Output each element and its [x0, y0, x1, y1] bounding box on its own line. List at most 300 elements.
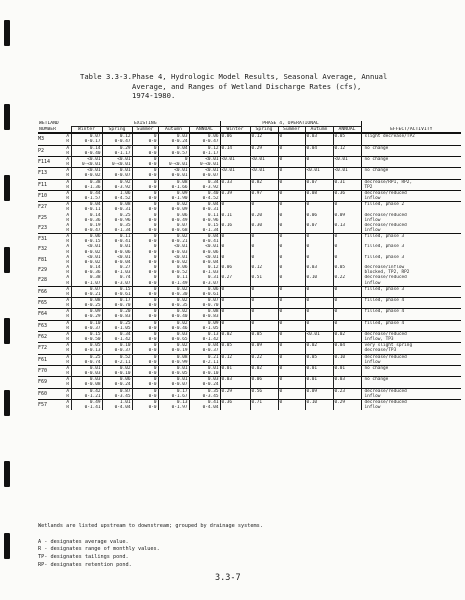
effect-activity [361, 145, 461, 156]
existing-average-value: 0.15 [71, 331, 102, 337]
existing-average-value: 0.01 [102, 244, 132, 249]
average-marker: A [66, 134, 70, 140]
p4-winter-value: 0 [220, 320, 250, 331]
p4-annual-value: 0.09 [333, 213, 361, 223]
p4-winter-value: 0.39 [220, 190, 250, 201]
existing-average-value: 0.19 [71, 223, 102, 228]
p4-autumn-value: 0 [305, 156, 333, 167]
effect-line: inflow [364, 404, 381, 410]
p4-summer-value: 0 [278, 168, 305, 179]
existing-average-value: 0 [132, 202, 158, 208]
existing-average-value: 0.02 [158, 320, 189, 326]
existing-average-value: <0.01 [158, 168, 189, 174]
existing-average-value: 0.02 [158, 309, 189, 315]
existing-range-value: 0-0.41 [102, 239, 132, 244]
note-line: A - designates average value. [38, 538, 129, 545]
effect-line: filled, phase 3 [364, 254, 405, 260]
p4-winter-value: 0.27 [220, 275, 250, 286]
p4-spring-value: 0 [250, 255, 278, 265]
existing-range-value: 0-0.70 [189, 303, 220, 309]
p4-annual-value: 0.12 [333, 145, 361, 156]
p4-spring-value: 0.30 [250, 223, 278, 234]
existing-average-value: 0 [132, 399, 158, 405]
existing-range-value: 0-0.03 [158, 250, 189, 255]
range-marker: R [66, 393, 70, 399]
effect-line: decrease/reduced [364, 212, 407, 218]
existing-range-value: 0-3.92 [189, 185, 220, 191]
p4-annual-value: 0.29 [333, 399, 361, 410]
p4-spring-value: 0 [250, 286, 278, 297]
wetland-number: F27 [38, 202, 65, 213]
p4-autumn-value: 0.08 [305, 190, 333, 201]
existing-range-value: 0-0.01 [158, 173, 189, 179]
average-marker: A [66, 168, 70, 174]
existing-range-value: 0-0 [132, 139, 158, 145]
range-marker: R [66, 280, 70, 286]
existing-range-value: 0-0.02 [71, 250, 102, 255]
phase4-summer-header: Summer [278, 127, 305, 134]
existing-average-value: 0.06 [189, 133, 220, 139]
existing-range-value: 0-0.29 [71, 314, 102, 320]
existing-average-value: 0.02 [158, 343, 189, 349]
phase4-autumn-header: Autumn [305, 127, 333, 134]
existing-average-value: 0.52 [102, 354, 132, 360]
existing-range-value: 0-0.25 [71, 303, 102, 309]
p4-winter-value: 0.12 [220, 354, 250, 365]
existing-autumn-header: Autumn [158, 127, 189, 134]
average-marker: A [66, 354, 70, 360]
existing-average-value: 0.05 [71, 343, 102, 349]
p4-spring-value: 0.06 [250, 377, 278, 388]
number-header: NUMBER [38, 127, 65, 134]
average-marker: A [66, 234, 70, 240]
p4-autumn-value: 0 [305, 286, 333, 297]
range-marker: R [66, 325, 70, 331]
p4-spring-value: 0.71 [250, 399, 278, 410]
existing-average-value: 1.01 [102, 399, 132, 405]
p4-autumn-value: 0.04 [305, 145, 333, 156]
existing-range-value: 0-0 [132, 162, 158, 168]
average-marker: A [66, 388, 70, 394]
p4-winter-value: 0.06 [220, 265, 250, 275]
p4-annual-value: 0.13 [333, 223, 361, 234]
p4-summer-value: 0 [278, 343, 305, 354]
existing-average-value: 0.25 [102, 320, 132, 326]
discharge-table-area [38, 121, 461, 410]
existing-range-value: 0-0 [132, 173, 158, 179]
existing-range-value: 0-0.83 [102, 314, 132, 320]
existing-range-value: 0-<0.01 [71, 162, 102, 168]
existing-range-value: 0-4.04 [102, 405, 132, 410]
p4-annual-value: 0 [333, 309, 361, 320]
existing-average-value: 0.03 [71, 377, 102, 383]
effect-activity [361, 255, 461, 265]
wetland-number: F64 [38, 309, 65, 320]
existing-range-value: 0-0.02 [158, 260, 189, 265]
p4-spring-value: 0.09 [250, 343, 278, 354]
existing-range-value: 0-0.24 [189, 382, 220, 388]
effect-line: filled, phase 2 [364, 202, 405, 208]
table-title-line: Average, and Ranges of Wetland Discharge Rates (cfs), [132, 81, 362, 91]
p4-autumn-value: 0.10 [305, 275, 333, 286]
existing-average-value: 0.21 [189, 354, 220, 360]
existing-annual-header: ANNUAL [189, 127, 220, 134]
range-marker: R [66, 249, 70, 255]
existing-average-value: 0.07 [71, 286, 102, 292]
p4-summer-value: 0 [278, 388, 305, 399]
wetland-number: F11 [38, 179, 65, 190]
existing-average-value: 0.04 [189, 202, 220, 208]
p4-spring-value: 0.12 [250, 265, 278, 275]
existing-average-value: 0.02 [158, 298, 189, 304]
existing-range-value: 0-0 [132, 360, 158, 366]
p4-summer-value: 0 [278, 298, 305, 309]
existing-range-value: 0-0 [132, 250, 158, 255]
existing-range-value: 0-0 [132, 326, 158, 332]
existing-range-value: 0-0.09 [158, 207, 189, 212]
effect-line: very slight spring [364, 343, 413, 349]
existing-range-value: 0-0.30 [158, 292, 189, 298]
phase4-header: PHASE 4, OPERATIONAL [220, 121, 361, 127]
existing-average-value: 0.17 [158, 388, 189, 394]
p4-annual-value: <0.01 [333, 156, 361, 167]
existing-range-value: 0-1.05 [102, 326, 132, 332]
existing-range-value: 0-0 [132, 239, 158, 244]
existing-average-value: 0.01 [158, 365, 189, 371]
p4-summer-value: 0 [278, 265, 305, 275]
p4-annual-value: 0.31 [333, 179, 361, 190]
existing-range-value: 0-0.57 [158, 151, 189, 157]
existing-average-value: 1.06 [102, 190, 132, 196]
existing-average-value: 0.29 [102, 145, 132, 151]
effect-activity [361, 377, 461, 388]
wetland-header: WETLAND [39, 121, 59, 126]
effect-activity [361, 286, 461, 297]
p4-autumn-value: 0 [305, 320, 333, 331]
p4-annual-value: 0 [333, 234, 361, 245]
existing-average-value: 0 [132, 320, 158, 326]
p4-annual-value: 0.23 [333, 388, 361, 399]
p4-summer-value: 0 [278, 275, 305, 286]
existing-average-value: 0.01 [158, 377, 189, 383]
existing-average-value: 0.12 [189, 145, 220, 151]
existing-average-value: 0.03 [158, 133, 189, 139]
existing-range-value: 0-0 [132, 337, 158, 343]
effect-activity [361, 244, 461, 254]
existing-range-value: 0-0.15 [71, 239, 102, 244]
existing-average-value: 0.02 [158, 286, 189, 292]
note-line: R - designates range of monthly values. [38, 546, 160, 553]
existing-range-value: 0-1.34 [189, 228, 220, 234]
p4-spring-value: 0.56 [250, 388, 278, 399]
existing-range-value: 0-3.92 [102, 185, 132, 191]
average-marker: A [66, 399, 70, 405]
p4-summer-value: 0 [278, 223, 305, 234]
p4-summer-value: 0 [278, 244, 305, 254]
p4-autumn-value: 0.05 [305, 354, 333, 365]
note-line: TP- designates tailings pond. [38, 554, 129, 561]
existing-average-value: 0.09 [158, 190, 189, 196]
existing-range-value: 0-1.17 [189, 151, 220, 157]
p4-autumn-value: <0.01 [305, 168, 333, 179]
p4-autumn-value: 0.09 [305, 388, 333, 399]
existing-average-value: 0.35 [102, 223, 132, 228]
p4-summer-value: 0 [278, 354, 305, 365]
table-body [38, 133, 461, 410]
table-notes [38, 523, 263, 570]
existing-range-value: 0-0 [132, 196, 158, 202]
existing-range-value: 0-0.19 [158, 348, 189, 354]
existing-range-value: 0-1.17 [102, 151, 132, 157]
effect-activity [361, 234, 461, 245]
existing-winter-header: Winter [71, 127, 102, 134]
existing-average-value: 0.25 [102, 213, 132, 218]
existing-range-value: 0-0.24 [102, 382, 132, 388]
wetland-number: M3 [38, 133, 65, 145]
p4-winter-value: <0.01 [220, 168, 250, 179]
existing-range-value: 0-0.02 [71, 260, 102, 265]
discharge-table [38, 121, 461, 410]
p4-annual-value: 0 [333, 255, 361, 265]
p4-autumn-value: 0 [305, 255, 333, 265]
effect-line: decrease/reduced [364, 331, 407, 337]
effect-activity [361, 190, 461, 201]
existing-average-value: <0.01 [158, 255, 189, 260]
range-marker: R [66, 259, 70, 265]
existing-range-value: 0-0.83 [189, 314, 220, 320]
range-marker: R [66, 196, 70, 202]
existing-range-value: 0-0.70 [102, 303, 132, 309]
p4-winter-value: 0.06 [220, 133, 250, 145]
existing-average-value: 0.34 [102, 331, 132, 337]
existing-range-value: 0-1.97 [158, 405, 189, 410]
average-marker: A [66, 145, 70, 151]
effect-line: decrease/inflow [364, 265, 405, 271]
existing-range-value: 0-3.07 [102, 281, 132, 287]
p4-winter-value: 0.36 [220, 399, 250, 410]
existing-range-value: 0-1.05 [189, 326, 220, 332]
effect-line: no change [364, 365, 389, 371]
existing-average-value: 0 [158, 156, 189, 162]
binder-hole [4, 318, 10, 344]
existing-average-value: 0 [132, 377, 158, 383]
existing-average-value: 0.03 [158, 331, 189, 337]
effect-activity [361, 320, 461, 331]
range-marker: R [66, 337, 70, 343]
page-number: 3.3-7 [215, 573, 241, 583]
range-marker: R [66, 227, 70, 233]
effect-activity [361, 343, 461, 354]
existing-average-value: <0.01 [189, 168, 220, 174]
p4-annual-value: 0.04 [333, 343, 361, 354]
p4-spring-value: 0 [250, 202, 278, 213]
average-marker: A [66, 275, 70, 281]
existing-range-value: 0-0.04 [189, 260, 220, 265]
binder-hole [4, 390, 10, 416]
p4-winter-value: 0 [220, 298, 250, 309]
existing-range-value: 0-1.34 [102, 228, 132, 234]
range-marker: R [66, 217, 70, 223]
p4-autumn-value: 0.06 [305, 213, 333, 223]
p4-spring-value: 0 [250, 320, 278, 331]
existing-average-value: <0.01 [158, 244, 189, 249]
existing-average-value: 0.08 [158, 354, 189, 360]
p4-annual-value: 0.05 [333, 265, 361, 275]
existing-average-value: 0.06 [71, 234, 102, 240]
range-marker: R [66, 359, 70, 365]
existing-range-value: 0-0.03 [71, 371, 102, 377]
p4-summer-value: 0 [278, 286, 305, 297]
existing-range-value: 0-0 [132, 314, 158, 320]
existing-average-value: 0.14 [71, 213, 102, 218]
existing-average-value: 0.01 [102, 168, 132, 174]
existing-range-value: 0-0 [132, 394, 158, 400]
existing-average-value: 0 [132, 145, 158, 151]
existing-average-value: 0.06 [158, 265, 189, 270]
existing-range-value: 0-0 [132, 303, 158, 309]
p4-annual-value: 0.02 [333, 331, 361, 342]
effect-line: decrease/reduced [364, 388, 407, 394]
existing-average-value: 0.44 [71, 190, 102, 196]
p4-spring-value: 0.29 [250, 145, 278, 156]
average-marker: A [66, 265, 70, 271]
existing-average-value: 0.07 [71, 133, 102, 139]
existing-average-value: <0.01 [189, 255, 220, 260]
p4-summer-value: 0 [278, 399, 305, 410]
existing-average-value: 0.11 [189, 213, 220, 218]
existing-range-value: 0-4.04 [189, 405, 220, 410]
existing-average-value: 0.38 [71, 179, 102, 185]
existing-range-value: 0-0.40 [158, 314, 189, 320]
p4-winter-value: 0.33 [220, 179, 250, 190]
range-marker: R [66, 173, 70, 179]
range-marker: R [66, 184, 70, 190]
p4-winter-value: 0 [220, 255, 250, 265]
existing-range-value: 0-0.36 [71, 218, 102, 223]
p4-summer-value: 0 [278, 377, 305, 388]
existing-range-value: 0-0.74 [71, 360, 102, 366]
average-marker: A [66, 298, 70, 303]
wetland-number: F69 [38, 377, 65, 388]
existing-range-value: 0-0.46 [158, 326, 189, 332]
binder-hole [4, 20, 10, 46]
note-line: RP- designates retention pond. [38, 561, 132, 568]
p4-winter-value: 0.16 [220, 223, 250, 234]
p4-summer-value: 0 [278, 255, 305, 265]
range-marker: R [66, 404, 70, 410]
average-marker: A [66, 309, 70, 315]
p4-autumn-value: 0.07 [305, 223, 333, 234]
existing-average-value: <0.01 [71, 156, 102, 162]
effect-line: decrease/reduced [364, 399, 407, 405]
existing-average-value: 0 [132, 343, 158, 349]
existing-spring-header: Spring [102, 127, 132, 134]
existing-average-value: 0.02 [158, 202, 189, 208]
existing-average-value: <0.01 [189, 244, 220, 249]
existing-average-value: 0.12 [189, 265, 220, 270]
existing-range-value: 0-1.66 [158, 185, 189, 191]
p4-spring-value: 0.02 [250, 365, 278, 376]
existing-average-value: 0.09 [189, 320, 220, 326]
existing-average-value: 0.01 [189, 365, 220, 371]
p4-summer-value: 0 [278, 179, 305, 190]
effect-activity [361, 388, 461, 399]
existing-average-value: 0 [132, 298, 158, 304]
wetland-number: F70 [38, 365, 65, 376]
existing-average-value: 0 [132, 275, 158, 280]
wetland-number: F13 [38, 168, 65, 179]
effect-line: no change [364, 156, 389, 162]
p4-spring-value: 0.22 [250, 354, 278, 365]
wetland-number: F65 [38, 298, 65, 309]
existing-average-value: <0.01 [102, 156, 132, 162]
p4-spring-value: 0.12 [250, 133, 278, 145]
existing-range-value: 0-0 [132, 218, 158, 223]
average-marker: A [66, 202, 70, 208]
existing-average-value: 0.03 [189, 377, 220, 383]
wetland-number: P2 [38, 145, 65, 156]
existing-average-value: 0.07 [158, 223, 189, 228]
effect-line: inflow [364, 196, 381, 202]
existing-average-value: 0 [132, 213, 158, 218]
range-marker: R [66, 382, 70, 388]
p4-annual-value: 0.03 [333, 377, 361, 388]
effect-line: filled, phase 3 [364, 234, 405, 240]
p4-summer-value: 0 [278, 213, 305, 223]
existing-range-value: 0-0.10 [102, 371, 132, 377]
p4-summer-value: 0 [278, 145, 305, 156]
existing-range-value: 0-0 [132, 382, 158, 388]
effect-line: decrease/reduced [364, 354, 407, 360]
existing-summer-header: Summer [132, 127, 158, 134]
p4-winter-value: 0.01 [220, 365, 250, 376]
existing-average-value: 0.04 [158, 145, 189, 151]
p4-spring-value: 0.20 [250, 213, 278, 223]
existing-average-value: 0.10 [71, 320, 102, 326]
average-marker: A [66, 286, 70, 292]
p4-winter-value: 0.05 [220, 343, 250, 354]
p4-winter-value: 0 [220, 234, 250, 245]
effect-activity [361, 202, 461, 213]
wetland-number: F60 [38, 388, 65, 399]
existing-average-value: <0.01 [71, 255, 102, 260]
existing-range-value: 0-0.21 [158, 239, 189, 244]
existing-range-value: 0-<0.01 [158, 162, 189, 168]
average-marker: A [66, 377, 70, 383]
p4-autumn-value: 0.02 [305, 343, 333, 354]
wetland-number: F23 [38, 224, 48, 231]
p4-autumn-value: 0.01 [305, 365, 333, 376]
existing-average-value: 0 [132, 331, 158, 337]
existing-range-value: 0-1.57 [71, 196, 102, 202]
table-title-line: Phase 4, Hydrologic Model Results, Seasonal Average, Annual [132, 72, 388, 81]
existing-range-value: 0-0.13 [71, 348, 102, 354]
existing-average-value: 0.87 [102, 388, 132, 394]
existing-range-value: 0-0.21 [71, 292, 102, 298]
effect-line: filled, phase 4 [364, 298, 405, 303]
existing-range-value: 0-0.24 [158, 139, 189, 145]
effect-activity [361, 309, 461, 320]
existing-range-value: 0-0.06 [189, 250, 220, 255]
existing-average-value: 0.14 [71, 265, 102, 270]
existing-average-value: 0 [132, 255, 158, 260]
p4-summer-value: 0 [278, 133, 305, 145]
existing-range-value: 0-0.99 [158, 360, 189, 366]
existing-average-value: 0.08 [71, 298, 102, 304]
existing-range-value: 0-0 [132, 270, 158, 275]
effect-line: filled, phase 3 [364, 286, 405, 292]
p4-winter-value: 0.02 [220, 331, 250, 342]
